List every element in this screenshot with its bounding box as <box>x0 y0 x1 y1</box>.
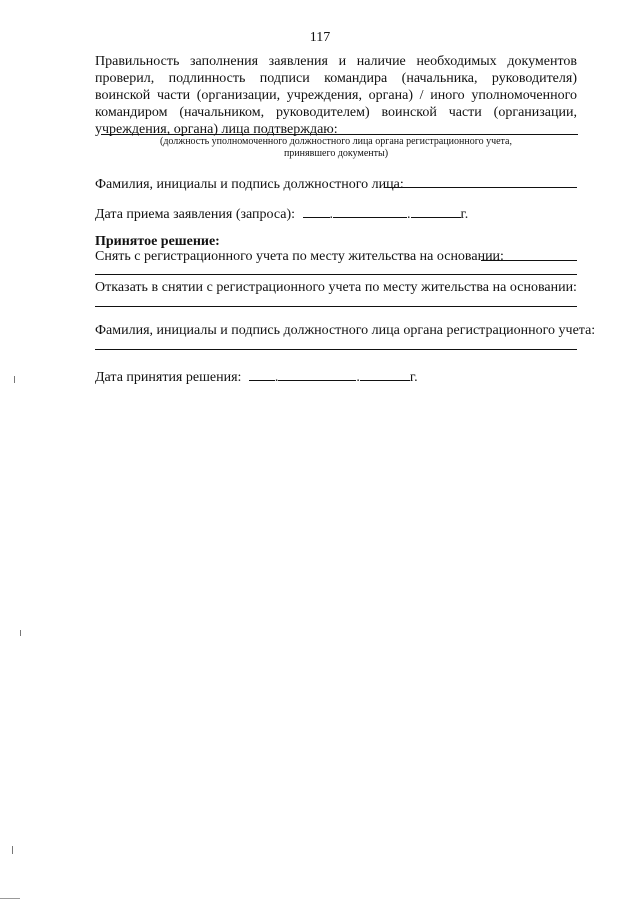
deregister-basis-field-2[interactable] <box>95 274 577 275</box>
application-date-separator: . <box>407 207 411 222</box>
refuse-label-word: регистрационного <box>216 280 325 295</box>
decision-date-year-suffix: г. <box>409 370 418 385</box>
scan-mark <box>12 846 13 854</box>
caption-line-1: (должность уполномоченного должностного лица органа регистрационного учета, <box>160 136 512 147</box>
application-date-month-field[interactable] <box>333 205 407 218</box>
decision-heading: Принятое решение: <box>95 234 220 249</box>
refuse-label-word: учета <box>328 280 362 295</box>
decision-date-separator: . <box>356 370 360 385</box>
official-position-line[interactable] <box>101 134 578 135</box>
refuse-label-word: жительства <box>421 280 489 295</box>
registration-official-label: Фамилия, инициалы и подпись должностного лица органа регистрационного учета: <box>95 323 596 338</box>
refuse-label <box>95 279 577 296</box>
decision-date-separator: . <box>274 370 279 385</box>
application-date-year-field[interactable] <box>411 205 461 218</box>
scan-edge-mark <box>0 898 20 899</box>
deregister-basis-field-1[interactable] <box>481 260 577 261</box>
scan-mark <box>20 630 21 636</box>
application-date-row <box>95 205 468 223</box>
refuse-label-word: основании: <box>509 280 577 295</box>
deregister-label: Снять с регистрационного учета по месту жительства на основании: <box>95 249 504 264</box>
verification-paragraph-text: Правильность заполнения заявления и наличие необходимых документов проверил, подлинность подписи командира (начальника, руководителя) воинской части (организации, учреждения, органа) / иного уполномоченного командиром (начальником, руководителем) воинской части (организации, учреждения, органа) лица подтверждаю: <box>95 54 577 137</box>
refuse-label-word: по <box>364 280 380 295</box>
application-date-year-suffix: г. <box>460 207 469 222</box>
page-number: 117 <box>309 30 331 45</box>
official-name-signature-field[interactable] <box>385 187 577 188</box>
refuse-basis-field[interactable] <box>95 306 577 307</box>
registration-official-field[interactable] <box>95 349 577 350</box>
official-position-caption <box>95 136 577 160</box>
refuse-label-word: на <box>492 280 507 295</box>
application-date-separator: . <box>329 207 334 222</box>
decision-date-row <box>95 368 418 386</box>
decision-date-day-field[interactable] <box>249 368 275 381</box>
decision-date-month-field[interactable] <box>278 368 356 381</box>
caption-line-2: принявшего документы) <box>283 148 389 159</box>
refuse-label-word: снятии <box>161 280 203 295</box>
application-date-label: Дата приема заявления (запроса): <box>95 207 296 222</box>
refuse-label-word: с <box>206 280 213 295</box>
refuse-label-word: месту <box>382 280 418 295</box>
decision-date-year-field[interactable] <box>360 368 410 381</box>
decision-date-label: Дата принятия решения: <box>95 370 242 385</box>
verification-paragraph <box>95 53 577 138</box>
application-date-day-field[interactable] <box>303 205 330 218</box>
refuse-label-word: в <box>151 280 159 295</box>
refuse-label-word: Отказать <box>95 280 148 295</box>
official-name-signature-label: Фамилия, инициалы и подпись должностного лица: <box>95 177 404 192</box>
scan-mark <box>14 376 15 383</box>
